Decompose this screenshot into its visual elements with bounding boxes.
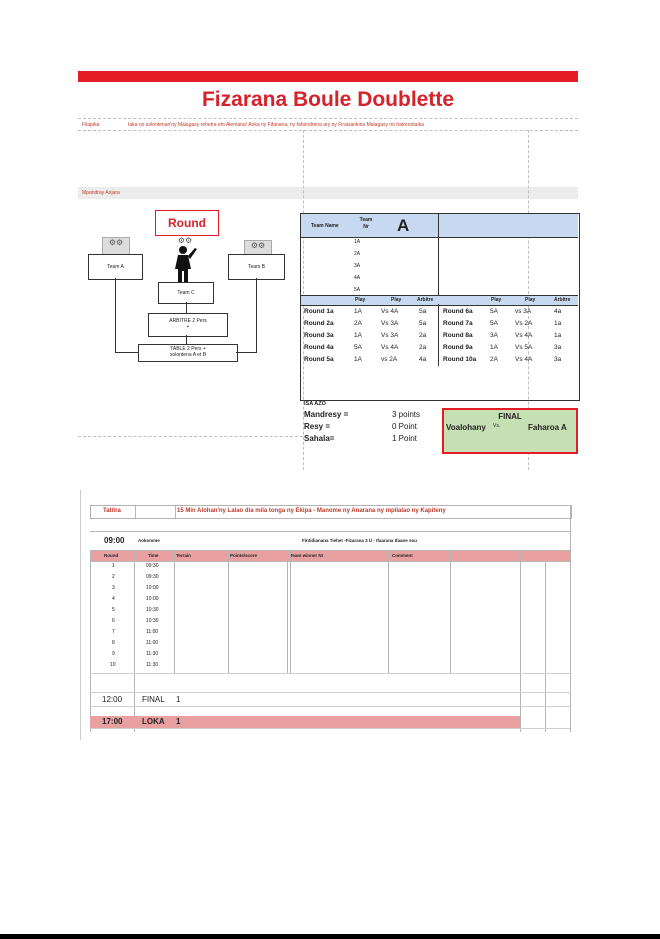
row-time: 09:30 bbox=[146, 574, 159, 580]
round-arbitre: 5a bbox=[419, 308, 427, 315]
round-name: Round 2a bbox=[304, 320, 334, 327]
round-player: 1A bbox=[354, 332, 362, 339]
score-label: Resy = bbox=[304, 422, 331, 431]
col-header: Comment bbox=[392, 553, 413, 558]
score-label: Mandresy = bbox=[304, 410, 349, 419]
score-value: 0 Point bbox=[392, 422, 417, 431]
arbitre-box: ARBITRE 2 Pers + bbox=[148, 313, 228, 337]
round-player: 5A bbox=[490, 308, 498, 315]
group-letter: A bbox=[397, 216, 410, 235]
table-row bbox=[90, 628, 570, 638]
start-label: Aokomme bbox=[138, 538, 160, 543]
row-round: 8 bbox=[112, 640, 115, 646]
divider bbox=[78, 436, 303, 437]
round-opponent: Vs 4A bbox=[515, 332, 533, 339]
round-arbitre: 2a bbox=[419, 332, 427, 339]
round-name: Round 7a bbox=[443, 320, 473, 327]
round-arbitre: 5a bbox=[419, 320, 427, 327]
team-a-ball-icon: ⚙⚙ bbox=[102, 237, 130, 255]
col-header: Play bbox=[525, 297, 536, 303]
row-round: 10 bbox=[110, 662, 116, 668]
row-time: 11:30 bbox=[146, 651, 159, 657]
team-a-box: Team A bbox=[88, 254, 143, 280]
round-player: 2A bbox=[490, 356, 498, 363]
round-player: 1A bbox=[490, 344, 498, 351]
final-title: FINAL bbox=[498, 412, 522, 421]
row-time: 11:00 bbox=[146, 629, 159, 635]
small-left-label: Filapika bbox=[82, 122, 100, 128]
row-time: 11:30 bbox=[146, 662, 159, 668]
loka-row bbox=[90, 716, 520, 728]
row-round: 3 bbox=[112, 585, 115, 591]
round-player: 2A bbox=[354, 320, 362, 327]
row-time: 09:30 bbox=[146, 563, 159, 569]
round-name: Round 6a bbox=[443, 308, 473, 315]
team-name-label: Team Name bbox=[311, 223, 339, 229]
round-opponent: vs 2A bbox=[381, 356, 398, 363]
final-box bbox=[442, 408, 578, 454]
round-opponent: Vs 3A bbox=[381, 320, 399, 327]
col-header: Arbitre bbox=[554, 297, 571, 303]
row-round: 5 bbox=[112, 607, 115, 613]
round-name: Round 8a bbox=[443, 332, 473, 339]
rounds-header-row bbox=[301, 295, 578, 306]
connector-line bbox=[256, 278, 257, 352]
row-round: 7 bbox=[112, 629, 115, 635]
row-round: 9 bbox=[112, 651, 115, 657]
table-divider bbox=[438, 304, 439, 366]
loka-label: LOKA bbox=[142, 717, 165, 726]
table-row bbox=[90, 661, 570, 671]
final-value: 1 bbox=[176, 695, 181, 704]
gridline bbox=[90, 706, 570, 707]
round-box bbox=[155, 210, 219, 236]
round-arbitre: 1a bbox=[554, 320, 562, 327]
row-time: 10:30 bbox=[146, 607, 159, 613]
team-c-box: Team C bbox=[158, 282, 214, 304]
round-opponent: Vs 3A bbox=[381, 332, 399, 339]
loka-time: 17:00 bbox=[102, 717, 123, 726]
row-time: 11:00 bbox=[146, 640, 159, 646]
loka-value: 1 bbox=[176, 717, 181, 726]
final-right-team: Faharoa A bbox=[528, 423, 567, 432]
row-round: 2 bbox=[112, 574, 115, 580]
round-name: Round 3a bbox=[304, 332, 334, 339]
start-row bbox=[90, 531, 570, 549]
team-c-ball-icon: ⚙⚙ bbox=[177, 236, 193, 245]
gridline bbox=[287, 550, 288, 673]
final-vs: Vs. bbox=[493, 423, 501, 429]
table-divider bbox=[438, 237, 439, 295]
gridline bbox=[570, 505, 571, 732]
round-opponent: Vs 2A bbox=[515, 320, 533, 327]
round-opponent: Vs 5A bbox=[515, 344, 533, 351]
connector-line bbox=[186, 302, 187, 313]
info-line: Fintidianana Tiehet -Fizarana 3 Ü - Ifaarana Ifaane sou bbox=[302, 538, 417, 543]
round-opponent: Vs 4A bbox=[381, 308, 399, 315]
round-label: Round bbox=[168, 216, 206, 230]
divider bbox=[78, 118, 578, 119]
row-time: 10:00 bbox=[146, 596, 159, 602]
round-player: 5A bbox=[490, 320, 498, 327]
round-opponent: vs 3A bbox=[515, 308, 532, 315]
table-row bbox=[90, 562, 570, 572]
connector-line bbox=[115, 278, 116, 352]
schedule-banner-row bbox=[90, 505, 572, 519]
gridline bbox=[450, 550, 451, 673]
col-header: Play bbox=[355, 297, 366, 303]
table-row bbox=[90, 573, 570, 583]
round-arbitre: 2a bbox=[419, 344, 427, 351]
team-list-item: 5A bbox=[354, 287, 361, 293]
team-b-ball-icon: ⚙⚙ bbox=[244, 240, 272, 258]
schedule-header-row bbox=[90, 550, 570, 562]
final-left-team: Voalohany bbox=[446, 423, 486, 432]
row-round: 6 bbox=[112, 618, 115, 624]
gridline bbox=[228, 550, 229, 673]
score-value: 1 Point bbox=[392, 434, 417, 443]
round-opponent: Vs 4A bbox=[515, 356, 533, 363]
gridline bbox=[90, 692, 570, 693]
gridline bbox=[174, 550, 175, 673]
gridline bbox=[388, 550, 389, 673]
col-header: Arbitre bbox=[417, 297, 434, 303]
table-row bbox=[90, 650, 570, 660]
team-list bbox=[354, 239, 360, 295]
team-list-item: 4A bbox=[354, 275, 361, 281]
col-header: Points/score bbox=[230, 553, 258, 558]
bottom-bar bbox=[0, 934, 660, 939]
rounds-table bbox=[300, 213, 580, 401]
round-arbitre: 3a bbox=[554, 344, 562, 351]
intro-text: Iaka no avlontenan'ny Malagasy rehetra eto Alemana! Aoka ny Fifanana, ny fahendrena ary ny Firaisankina Malagasy no hatorontaika bbox=[128, 122, 424, 128]
table-row bbox=[90, 639, 570, 649]
round-name: Round 5a bbox=[304, 356, 334, 363]
page-title: Fizarana Boule Doublette bbox=[201, 88, 455, 111]
gridline bbox=[290, 550, 291, 673]
round-player: 1A bbox=[354, 356, 362, 363]
player-silhouette-icon bbox=[172, 245, 198, 283]
gridline bbox=[90, 673, 570, 674]
col-header: Play bbox=[491, 297, 502, 303]
section-row bbox=[78, 187, 578, 199]
table-row bbox=[90, 606, 570, 616]
schedule-banner: 15 Min Alohan'ny Lalao dia mila tonga ny Ekipa - Manome ny Anarana ny mpilalao ny Kapiteny bbox=[177, 508, 446, 514]
final-label: FINAL bbox=[142, 695, 165, 704]
round-name: Round 9a bbox=[443, 344, 473, 351]
row-round: 4 bbox=[112, 596, 115, 602]
connector-line bbox=[115, 352, 138, 353]
scoring-heading: ISA AZO bbox=[304, 401, 326, 407]
divider bbox=[78, 130, 578, 131]
round-arbitre: 3a bbox=[554, 356, 562, 363]
table-row bbox=[90, 617, 570, 627]
team-nr-label: Nr bbox=[363, 224, 369, 230]
col-header: Time bbox=[148, 553, 159, 558]
table-row bbox=[90, 584, 570, 594]
round-opponent: Vs 4A bbox=[381, 344, 399, 351]
gridline bbox=[90, 728, 570, 729]
row-round: 1 bbox=[112, 563, 115, 569]
team-list-item: 3A bbox=[354, 263, 361, 269]
round-player: 5A bbox=[354, 344, 362, 351]
connector-line bbox=[186, 335, 187, 344]
round-name: Round 4a bbox=[304, 344, 334, 351]
round-name: Round 10a bbox=[443, 356, 477, 363]
section-label: Mpandray Anjara bbox=[82, 190, 120, 196]
connector-line bbox=[236, 352, 257, 353]
final-row bbox=[90, 694, 570, 706]
team-header-row bbox=[301, 214, 578, 238]
tab-label: Tatitra bbox=[103, 508, 121, 514]
team-nr-label: Team bbox=[359, 217, 373, 223]
col-header: Round bbox=[104, 553, 119, 558]
team-list-item: 2A bbox=[354, 251, 361, 257]
row-time: 10:30 bbox=[146, 618, 159, 624]
table-box: TABLE 2 Pers + solontena A et B bbox=[138, 344, 238, 362]
header-red-bar bbox=[78, 71, 578, 82]
row-time: 10:00 bbox=[146, 585, 159, 591]
table-row bbox=[90, 595, 570, 605]
round-name: Round 1a bbox=[304, 308, 334, 315]
col-header: Terrain bbox=[176, 553, 191, 558]
round-arbitre: 4a bbox=[419, 356, 427, 363]
final-time: 12:00 bbox=[102, 695, 123, 704]
sheet-left-edge bbox=[80, 490, 81, 740]
col-header: Play bbox=[391, 297, 402, 303]
col-header: Team winner Nr bbox=[290, 553, 324, 558]
score-label: Sahala= bbox=[304, 434, 335, 443]
team-list-item: 1A bbox=[354, 239, 361, 245]
round-arbitre: 4a bbox=[554, 308, 562, 315]
team-b-box: Team B bbox=[228, 254, 285, 280]
start-time: 09:00 bbox=[104, 536, 125, 545]
score-value: 3 points bbox=[392, 410, 421, 419]
round-arbitre: 1a bbox=[554, 332, 562, 339]
round-player: 1A bbox=[354, 308, 362, 315]
round-player: 3A bbox=[490, 332, 498, 339]
